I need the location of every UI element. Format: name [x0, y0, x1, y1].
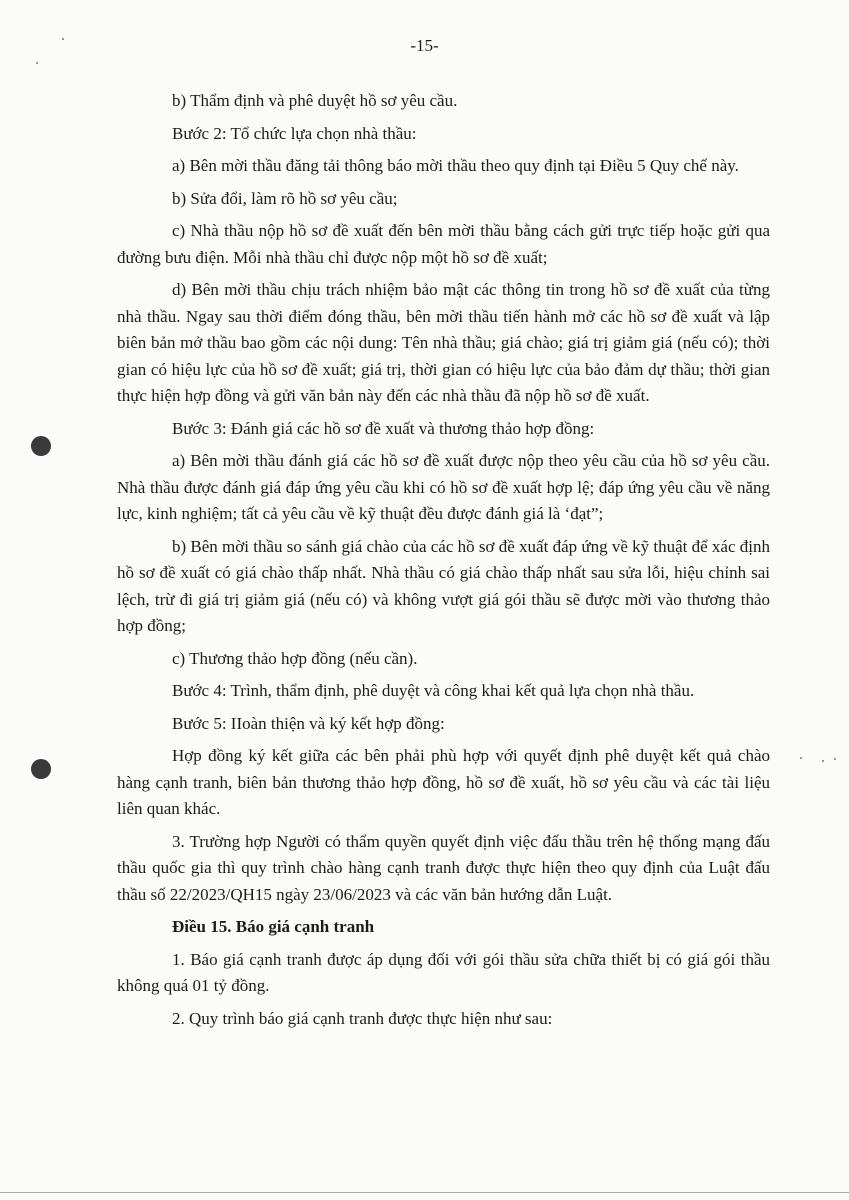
- paragraph: a) Bên mời thầu đăng tải thông báo mời thầu theo quy định tại Điều 5 Quy chế này.: [172, 156, 739, 175]
- paragraph: a) Bên mời thầu đánh giá các hồ sơ đề xuất được nộp theo yêu cầu của hồ sơ yêu cầu. Nhà thầu được đánh giá đáp ứng yêu cầu khi có hồ sơ đề xuất hợp lệ; đáp ứng yêu cầu về năng lực, kinh nghiệm; tất cả yêu cầu về kỹ thuật đều được đánh giá là ‘đạt”;: [117, 451, 770, 523]
- paragraph: Bước 2: Tổ chức lựa chọn nhà thầu:: [172, 123, 417, 143]
- paragraph: 3. Trường hợp Người có thẩm quyền quyết định việc đấu thầu trên hệ thống mạng đấu thầu quốc gia thì quy trình chào hàng cạnh tranh được thực hiện theo quy định của Luật đấu thầu số 22/2023/QH15 ngày 23/06/2023 và các văn bản hướng dẫn Luật.: [117, 831, 770, 904]
- scan-speck: [62, 38, 64, 40]
- paragraph: 2. Quy trình báo giá cạnh tranh được thực hiện như sau:: [172, 1008, 553, 1028]
- scan-edge-line: [0, 1192, 849, 1193]
- paragraph: b) Sửa đổi, làm rõ hồ sơ yêu cầu;: [172, 188, 398, 208]
- paragraph: Bước 5: IIoàn thiện và ký kết hợp đồng:: [172, 713, 445, 733]
- paragraph: Bước 4: Trình, thẩm định, phê duyệt và công khai kết quả lựa chọn nhà thầu.: [172, 681, 695, 700]
- scan-speck: [822, 760, 824, 762]
- page-number: -15-: [410, 36, 439, 55]
- paragraph: Bước 3: Đánh giá các hồ sơ đề xuất và thương thảo hợp đồng:: [172, 418, 595, 438]
- punch-hole: [31, 759, 51, 779]
- punch-hole: [31, 436, 51, 456]
- paragraph: d) Bên mời thầu chịu trách nhiệm bảo mật các thông tin trong hồ sơ đề xuất của từng nhà thầu. Ngay sau thời điểm đóng thầu, bên mời thầu tiến hành mở các hồ sơ đề xuất và lập biên bản mở thầu bao gồm các nội dung: Tên nhà thầu; giá chào; giá trị giảm giá (nếu có); thời gian có hiệu lực của hồ sơ đề xuất; giá trị, thời gian có hiệu lực của bảo đảm dự thầu; thời gian thực hiện hợp đồng và gửi văn bản này đến các nhà thầu đã nộp hồ sơ đề xuất.: [117, 280, 770, 405]
- paragraph: 1. Báo giá cạnh tranh được áp dụng đối với gói thầu sửa chữa thiết bị có giá gói thầu không quá 01 tỷ đồng.: [117, 949, 770, 995]
- paragraph: c) Nhà thầu nộp hồ sơ đề xuất đến bên mời thầu bằng cách gửi trực tiếp hoặc gửi qua đường bưu điện. Mỗi nhà thầu chỉ được nộp một hồ sơ đề xuất;: [117, 221, 770, 267]
- document-body: [117, 88, 770, 1038]
- scan-speck: [800, 757, 802, 759]
- paragraph: c) Thương thảo hợp đồng (nếu cần).: [172, 648, 418, 668]
- scan-speck: [36, 62, 38, 64]
- paragraph: b) Bên mời thầu so sánh giá chào của các hồ sơ đề xuất đáp ứng về kỹ thuật để xác định hồ sơ đề xuất có giá chào thấp nhất. Nhà thầu có giá chào thấp nhất sau sửa lỗi, hiệu chỉnh sai lệch, trừ đi giá trị giảm giá (nếu có) và không vượt giá gói thầu sẽ được mời vào thương thảo hợp đồng;: [117, 536, 770, 635]
- paragraph: b) Thẩm định và phê duyệt hồ sơ yêu cầu.: [172, 91, 458, 110]
- article-heading: Điều 15. Báo giá cạnh tranh: [172, 917, 375, 936]
- scan-speck: [834, 758, 836, 760]
- paragraph: Hợp đồng ký kết giữa các bên phải phù hợp với quyết định phê duyệt kết quả chào hàng cạnh tranh, biên bản thương thảo hợp đồng, hồ sơ đề xuất, hồ sơ yêu cầu và các tài liệu liên quan khác.: [117, 746, 770, 818]
